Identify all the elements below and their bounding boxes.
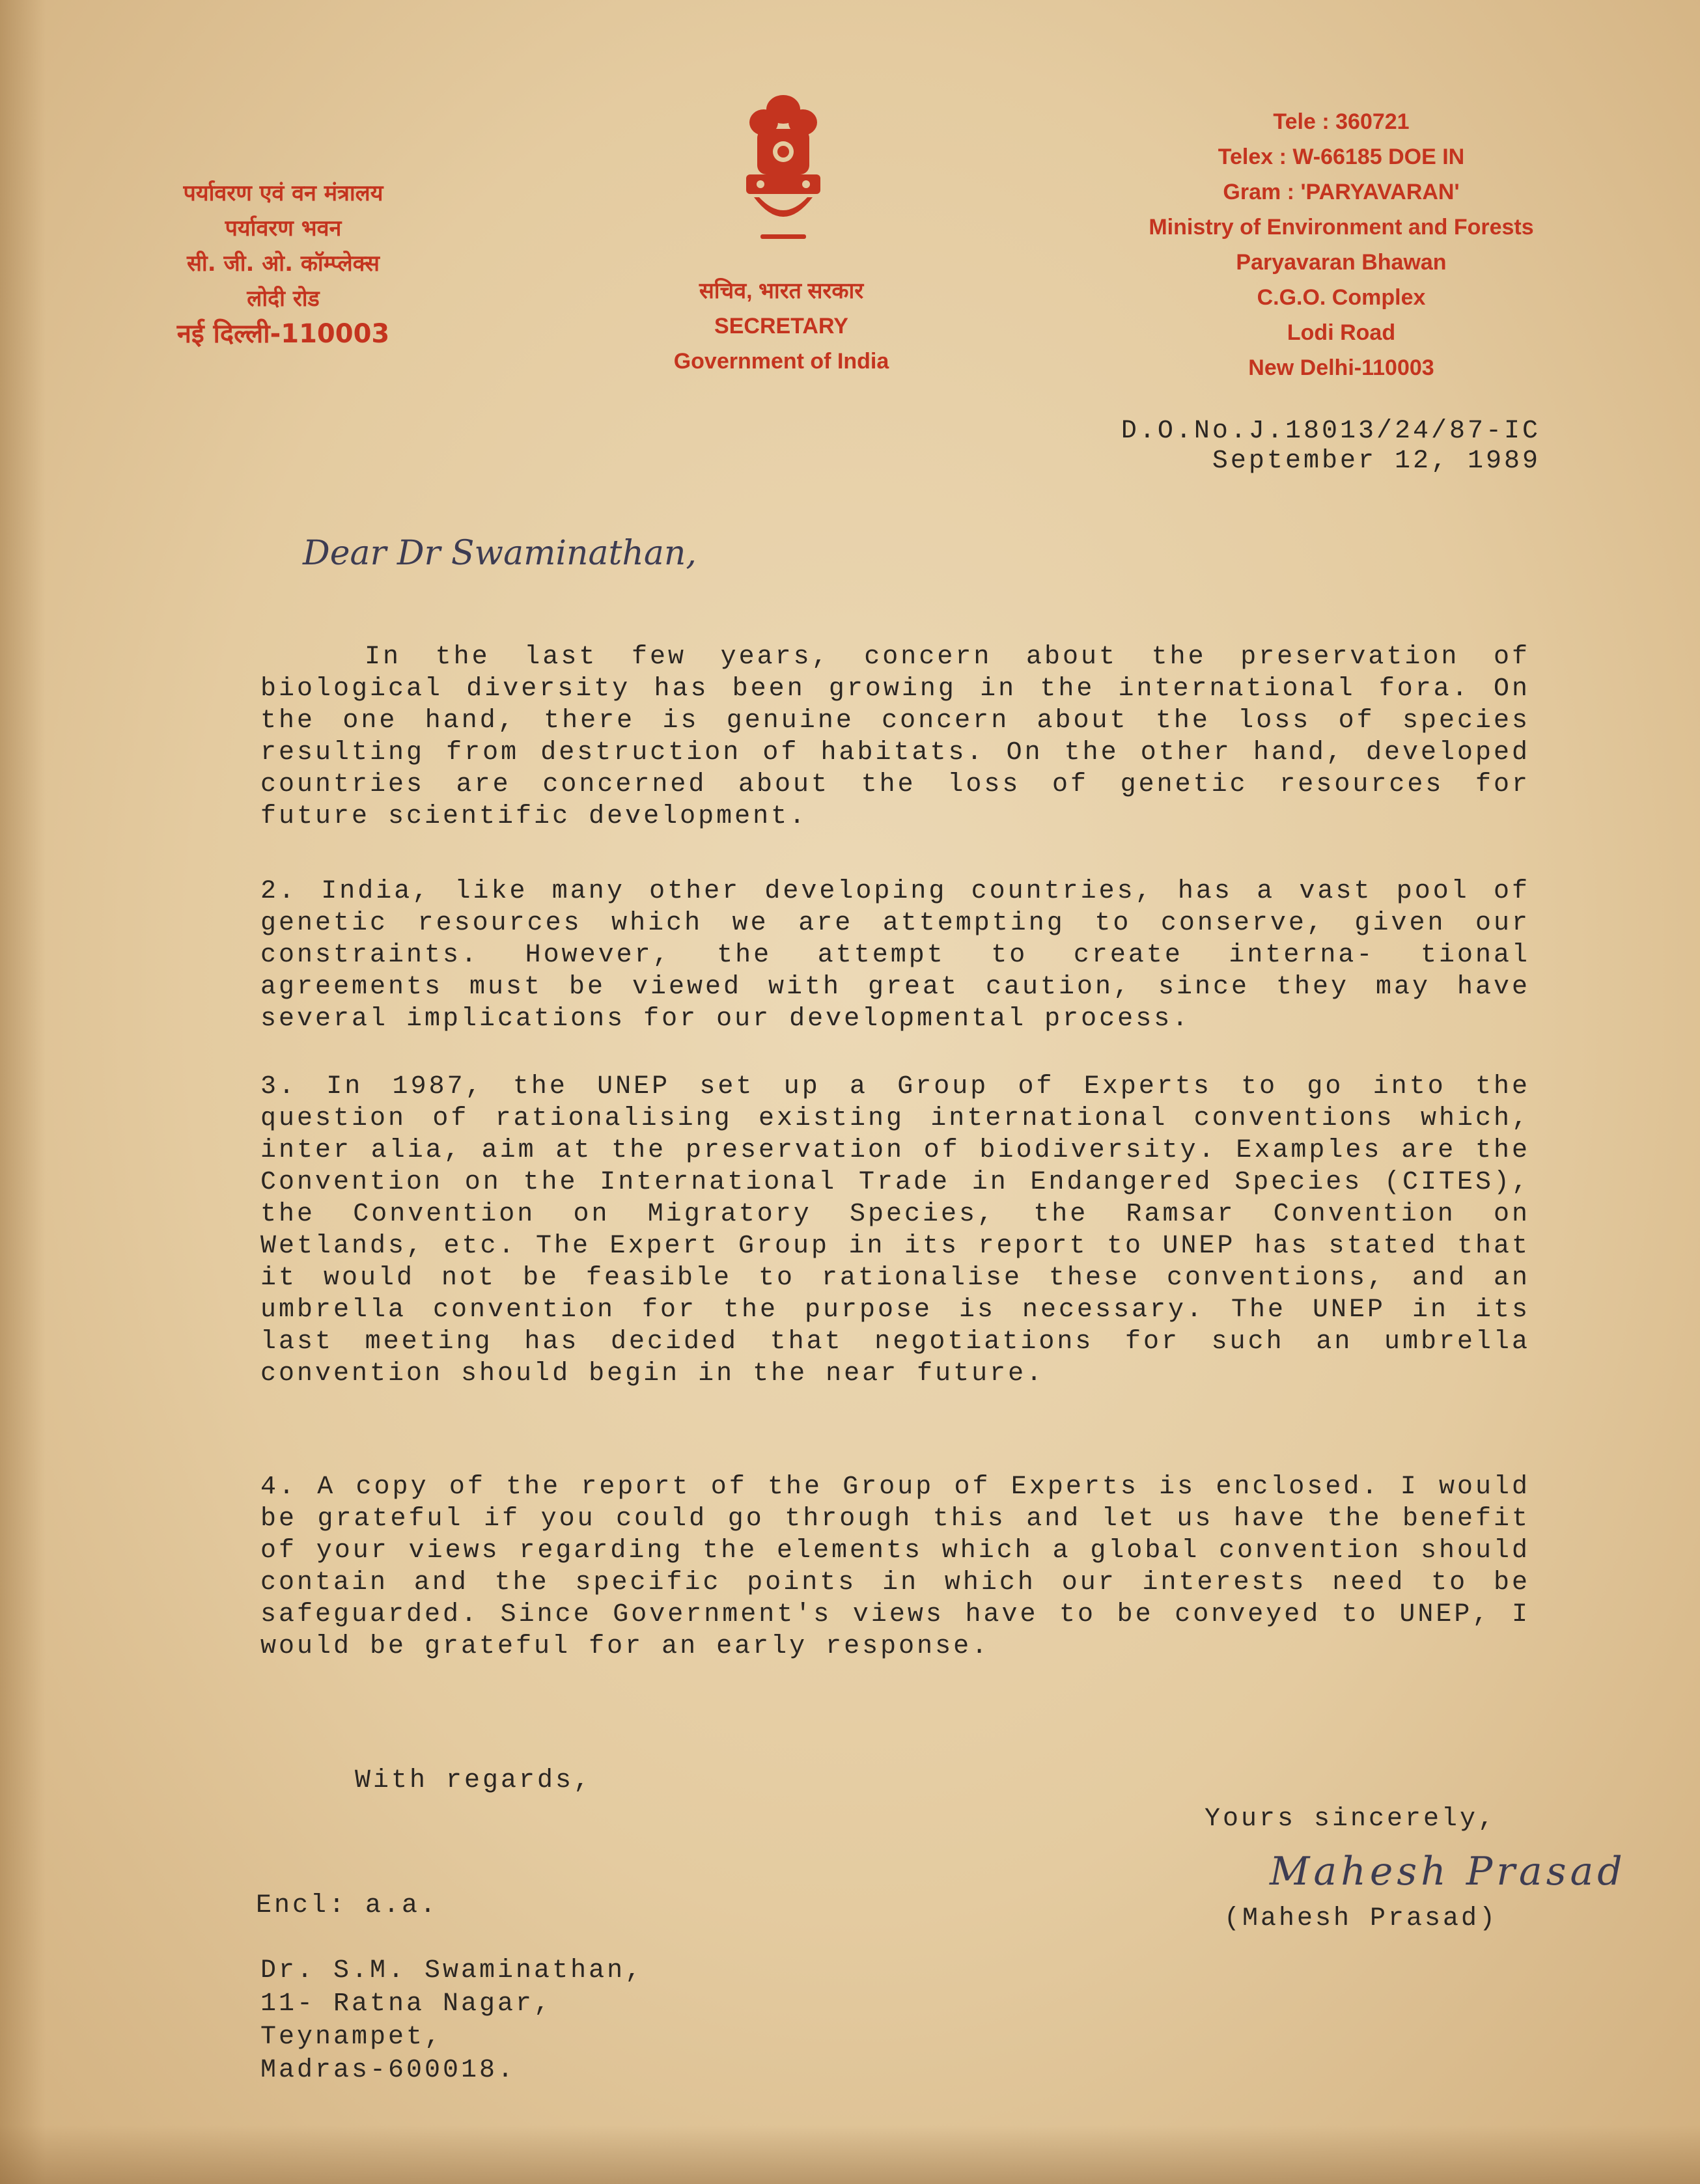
hindi-line: लोदी रोड (247, 286, 320, 312)
letterhead-english-address (1094, 104, 1589, 385)
telex-line: Telex : W-66185 DOE IN (1218, 145, 1465, 169)
address-line: Teynampet, (260, 2023, 443, 2052)
gram-line: Gram : 'PARYAVARAN' (1223, 180, 1460, 204)
address-line: Dr. S.M. Swaminathan, (260, 1956, 644, 1985)
state-emblem-of-india-icon (734, 83, 832, 253)
address-line: Madras-600018. (260, 2056, 516, 2085)
handwritten-signature: Mahesh Prasad (1270, 1849, 1626, 1894)
paragraph-1: In the last few years, concern about the preservation of biological diversity has been growing in the international fora. On the one hand, there is genuine concern about the loss of species resulting from destruction of habitats. On the other hand, developed countries are concerned about the loss of genetic resources for future scientific development. (260, 643, 1530, 831)
closing-regards: With regards, (355, 1766, 592, 1795)
paper-bottom-shadow (0, 2125, 1700, 2184)
letter-date: September 12, 1989 (1212, 447, 1540, 476)
paper-edge-shadow (0, 0, 46, 2184)
tele-line: Tele : 360721 (1273, 109, 1410, 134)
address-line: New Delhi-110003 (1248, 355, 1434, 380)
salutation: Dear Dr Swaminathan, (303, 534, 697, 573)
address-line: Lodi Road (1287, 320, 1396, 345)
designation-hindi: सचिव, भारत सरकार (699, 279, 864, 303)
reference-number: D.O.No.J.18013/24/87-IC (1121, 417, 1540, 446)
address-line: C.G.O. Complex (1257, 285, 1426, 310)
address-line: 11- Ratna Nagar, (260, 1989, 553, 2019)
hindi-line: पर्यावरण एवं वन मंत्रालय (183, 180, 383, 206)
hindi-line: पर्यावरण भवन (225, 215, 342, 242)
designation-title: SECRETARY (714, 314, 848, 339)
designation-government: Government of India (673, 349, 889, 374)
paragraph-2: 2. India, like many other developing countries, has a vast pool of genetic resources which we are attempting to conserve, given our constraints. However, the attempt to create interna- tional agreements must be viewed with great caution, since they may have several implications for our developmental process. (260, 877, 1530, 1034)
signatory-name: (Mahesh Prasad) (1224, 1904, 1498, 1933)
hindi-line: सी. जी. ओ. कॉम्प्लेक्स (186, 251, 380, 277)
closing-yours: Yours sincerely, (1205, 1804, 1497, 1834)
letterhead-hindi-address (130, 176, 436, 352)
paragraph-3: 3. In 1987, the UNEP set up a Group of Experts to go into the question of rationalising existing international conventions which, inter alia, aim at the preservation of biodiversity. Examples are the Convention on the International Trade in Endangered Species (CITES), the Convention on Migratory Species, the Ramsar Convention on Wetlands, etc. The Expert Group in its report to UNEP has stated that it would not be feasible to rationalise these conventions, and an umbrella convention for the purpose is necessary. The UNEP in its last meeting has decided that negotiations for such an umbrella convention should begin in the near future. (260, 1072, 1530, 1389)
letterhead-designation (612, 273, 951, 379)
reference-block (1121, 417, 1540, 477)
recipient-address (260, 1954, 643, 2087)
hindi-line: नई दिल्ली-110003 (176, 319, 390, 349)
address-line: Paryavaran Bhawan (1236, 250, 1447, 275)
enclosure-note: Encl: a.a. (256, 1891, 439, 1920)
paragraph-4: 4. A copy of the report of the Group of Experts is enclosed. I would be grateful if you could go through this and let us have the benefit of your views regarding the elements which a global convention should contain and the specific points in which our interests need to be safeguarded. Since Government's views have to be conveyed to UNEP, I would be grateful for an early response. (260, 1472, 1530, 1661)
ministry-line: Ministry of Environment and Forests (1149, 215, 1534, 240)
